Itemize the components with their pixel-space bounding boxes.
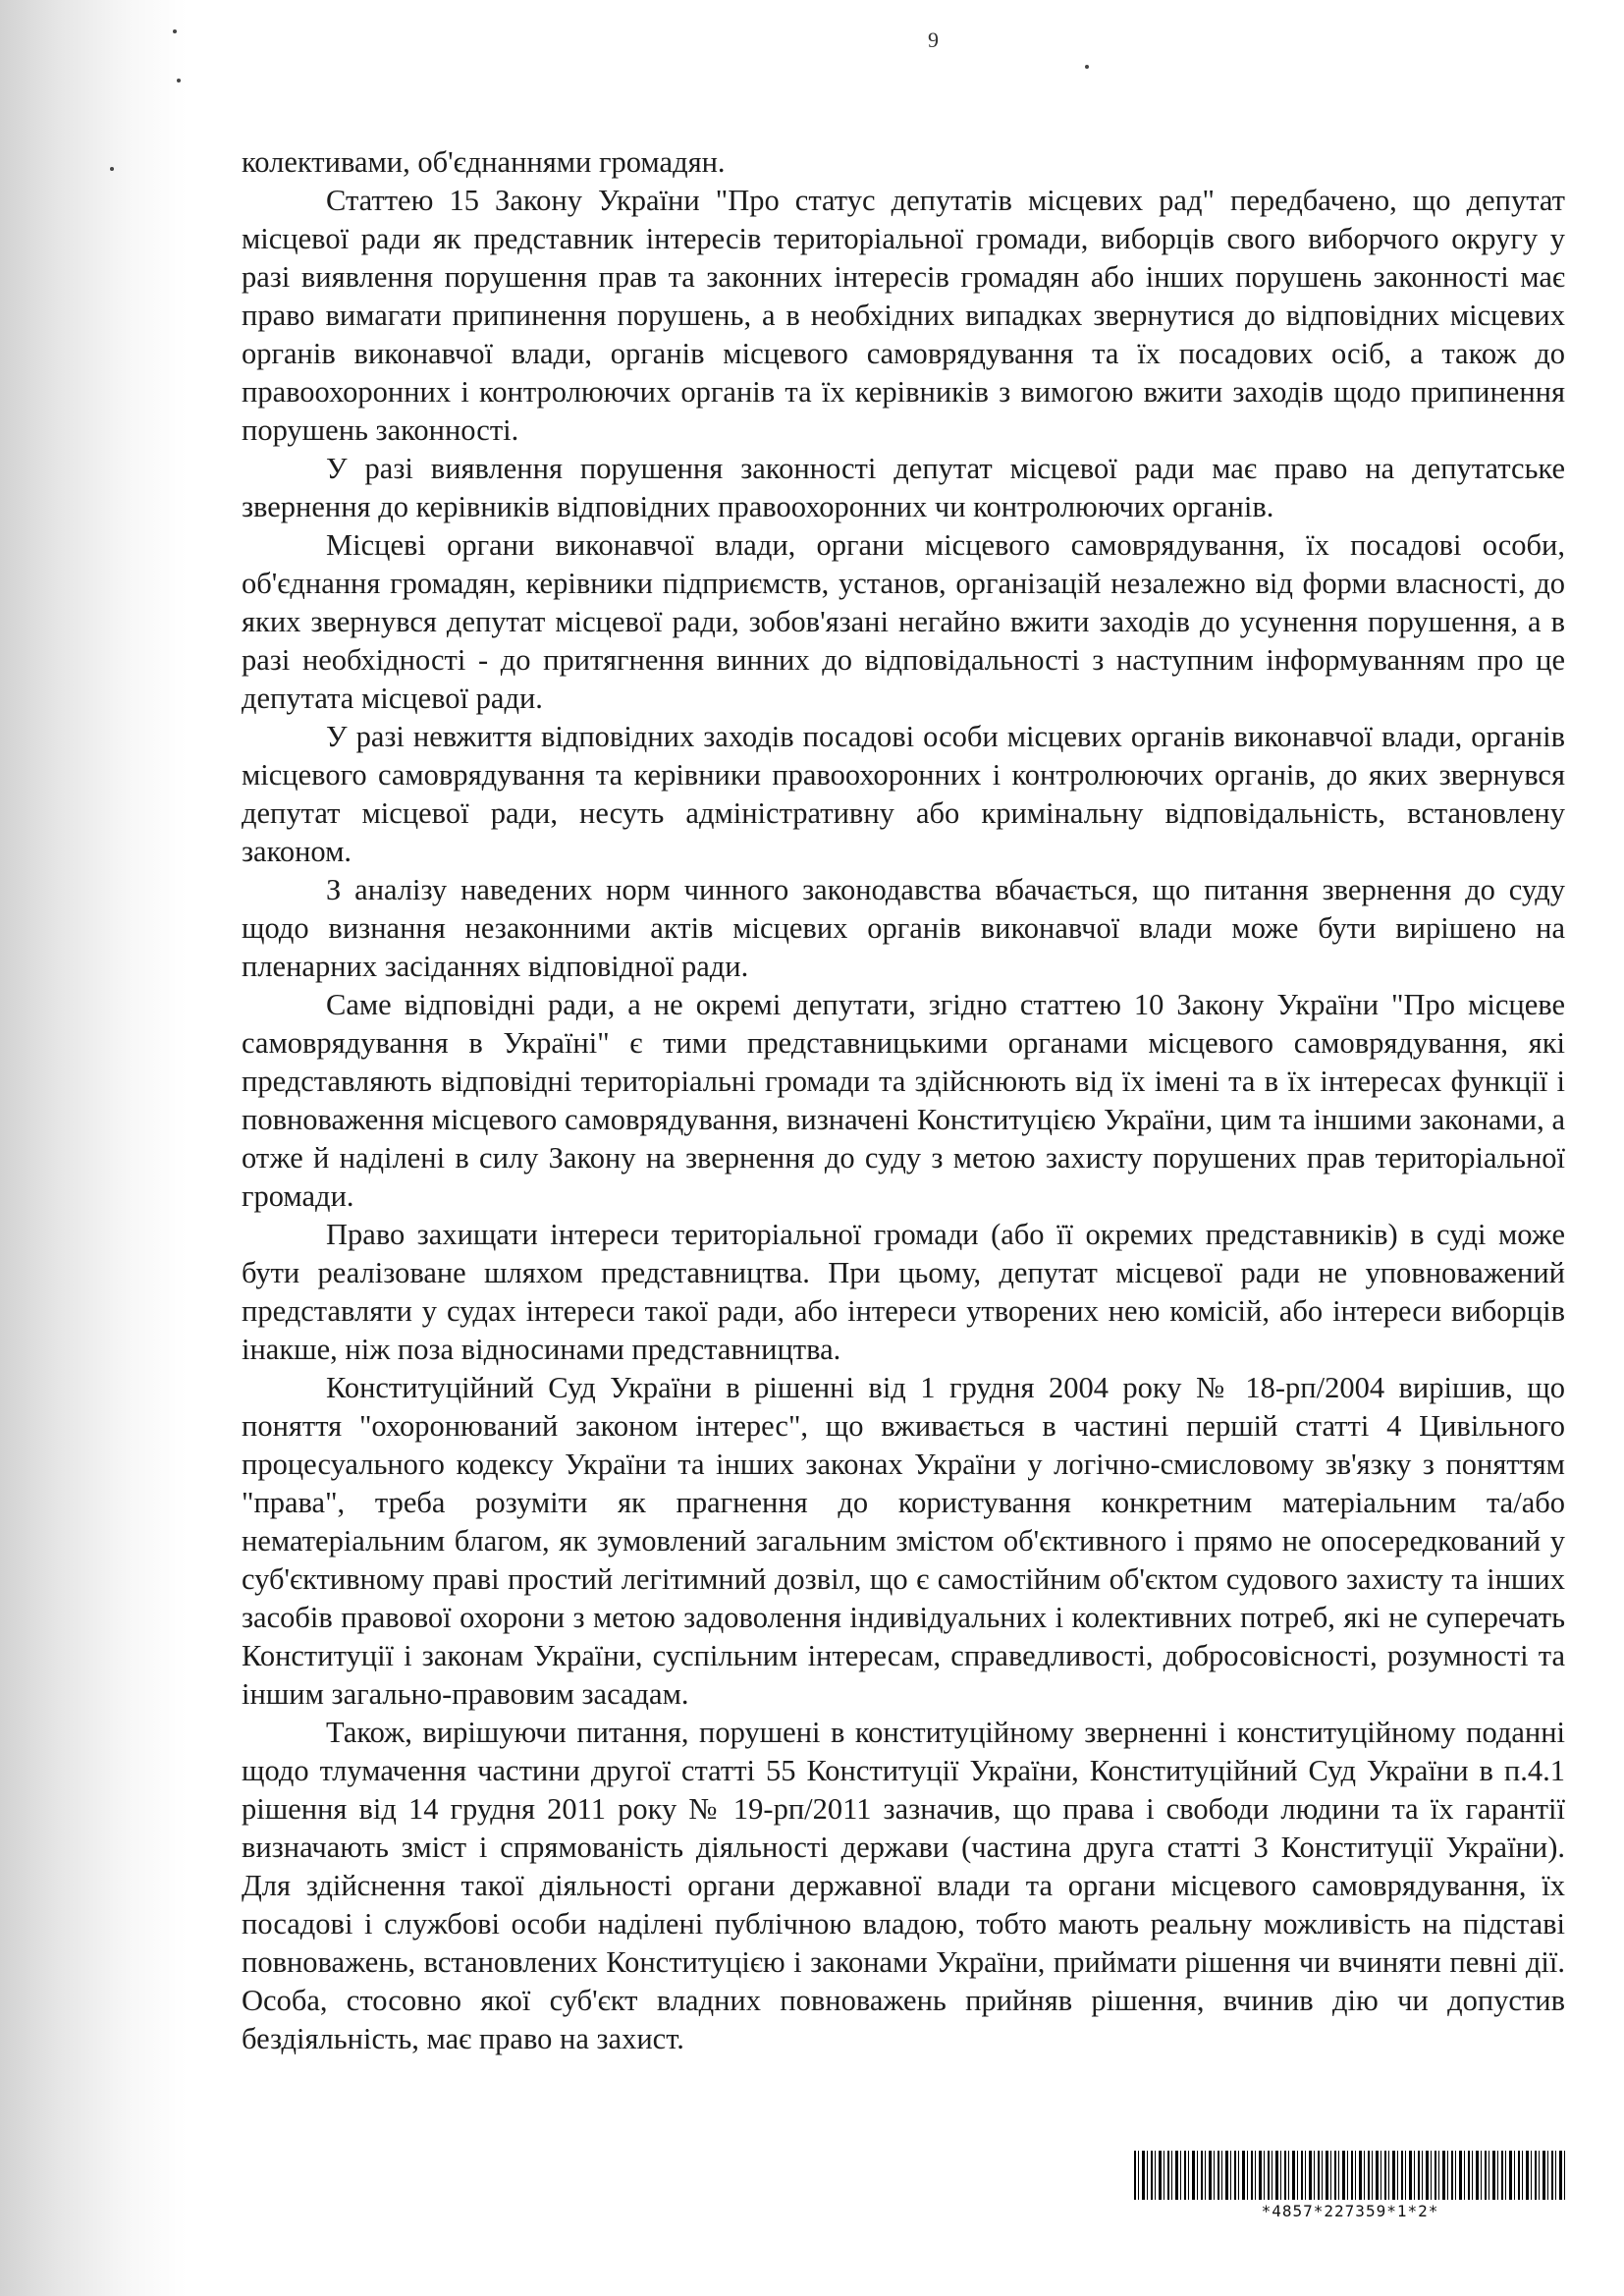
paragraph-9: Конституційний Суд України в рішенні від 1 грудня 2004 року № 18-рп/2004 вирішив, що поняття "охоронюваний законом інтерес", що вживається в частині першій статті 4 Цивільного процесуального кодексу України та інших законах України у логічно-смисловому зв'язку з поняттям "права", треба розуміти як прагнення до користування конкретним матеріальним та/або нематеріальним благом, як зумовлений загальним змістом об'єктивного і прямо не опосередкований у суб'єктивному праві простий легітимний дозвіл, що є самостійним об'єктом судового захисту та інших засобів правової охорони з метою задоволення індивідуальних і колективних потреб, які не суперечать Конституції і законам України, суспільним інтересам, справедливості, добросовісності, розумності та іншим загально-правовим засадам. <box>242 1371 1565 1711</box>
paragraph-5: У разі невжиття відповідних заходів посадові особи місцевих органів виконавчої влади, органів місцевого самоврядування та керівники правоохоронних і контролюючих органів, до яких звернувся депутат місцевої ради, несуть адміністративну або кримінальну відповідальність, встановлену законом. <box>242 720 1565 868</box>
paragraph-7: Саме відповідні ради, а не окремі депутати, згідно статтею 10 Закону України "Про місцеве самоврядування в Україні" є тими представницькими органами місцевого самоврядування, які представляють відповідні територіальні громади та здійснюють від їх імені та в їх інтересах функції і повноваження місцевого самоврядування, визначені Конституцією України, цим та іншими законами, а отже й наділені в силу Закону на звернення до суду з метою захисту порушених прав територіальної громади. <box>242 988 1565 1213</box>
barcode-number: *4857*227359*1*2* <box>1261 2202 1439 2220</box>
barcode-image <box>1134 2151 1566 2200</box>
paragraph-1: колективами, об'єднаннями громадян. <box>242 145 726 179</box>
paragraph-8: Право захищати інтереси територіальної громади (або її окремих представників) в суді може бути реалізоване шляхом представництва. При цьому, депутат місцевої ради не уповноважений представляти у судах інтереси такої ради, або інтереси утворених нею комісій, або інтереси виборців інакше, ніж поза відносинами представництва. <box>242 1218 1565 1366</box>
document-body <box>242 143 1565 2058</box>
document-barcode <box>1134 2151 1566 2220</box>
page-number: 9 <box>928 27 939 52</box>
paragraph-3: У разі виявлення порушення законності депутат місцевої ради має право на депутатське звернення до керівників відповідних правоохоронних чи контролюючих органів. <box>242 452 1565 523</box>
paragraph-6: З аналізу наведених норм чинного законодавства вбачається, що питання звернення до суду щодо визнання незаконними актів місцевих органів виконавчої влади може бути вирішено на пленарних засіданнях відповідної ради. <box>242 873 1565 983</box>
paragraph-10: Також, вирішуючи питання, порушені в конституційному зверненні і конституційному поданні щодо тлумачення частини другої статті 55 Конституції України, Конституційний Суд України в п.4.1 рішення від 14 грудня 2011 року № 19-рп/2011 зазначив, що права і свободи людини та їх гарантії визначають зміст і спрямованість діяльності держави (частина друга статті 3 Конституції України). Для здійснення такої діяльності органи державної влади та органи місцевого самоврядування, їх посадові і службові особи наділені публічною владою, тобто мають реальну можливість на підставі повноважень, встановлених Конституцією і законами України, приймати рішення чи вчиняти певні дії. Особа, стосовно якої суб'єкт владних повноважень прийняв рішення, вчинив дію чи допустив бездіяльність, має право на захист. <box>242 1716 1565 2055</box>
paragraph-2: Статтею 15 Закону України "Про статус депутатів місцевих рад" передбачено, що депутат місцевої ради як представник інтересів територіальної громади, виборців свого виборчого округу у разі виявлення порушення прав та законних інтересів громадян або інших порушень законності має право вимагати припинення порушень, а в необхідних випадках звернутися до відповідних місцевих органів виконавчої влади, органів місцевого самоврядування та їх посадових осіб, а також до правоохоронних і контролюючих органів та їх керівників з вимогою вжити заходів щодо припинення порушень законності. <box>242 184 1565 447</box>
paragraph-4: Місцеві органи виконавчої влади, органи місцевого самоврядування, їх посадові особи, об'єднання громадян, керівники підприємств, установ, організацій незалежно від форми власності, до яких звернувся депутат місцевої ради, зобов'язані негайно вжити заходів до усунення порушення, а в разі необхідності - до притягнення винних до відповідальності з наступним інформуванням про це депутата місцевої ради. <box>242 528 1565 715</box>
